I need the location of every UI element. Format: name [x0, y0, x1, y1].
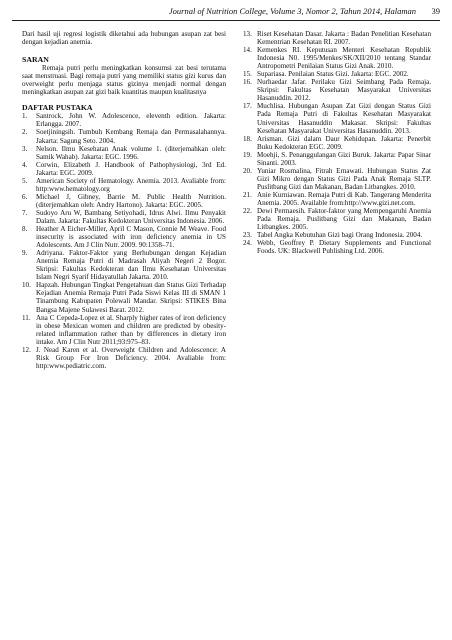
- reference-text: Ana C Cepeda-Lopez et al. Sharply higher rates of iron deficiency in obese Mexican women and children are predicted by obesity-related inflammation rather than by differences in dietary iron intake. Am J Clin Nutr 2011;93:975–83.: [36, 313, 226, 346]
- reference-number: 7.: [22, 208, 28, 217]
- reference-text: Tabel Angka Kebutuhan Gizi bagi Orang Indonesia. 2004.: [257, 231, 423, 240]
- reference-text: Kemenkes RI. Keputusan Menteri Kesehatan Republik Indonesia N0. 1995/Menkes/SK/XII/2010 tentang Standar Antropometri Penilaian Status Gizi Anak. 2010.: [257, 46, 431, 71]
- reference-number: 2.: [22, 128, 28, 137]
- reference-item: [243, 151, 431, 167]
- reference-number: 11.: [22, 313, 31, 322]
- reference-text: Heather A Eicher-Miller, April C Mason, Connie M Weave. Food insecurity is associated with iron deficiency anemia in US Adolescents. Am J Clin Nutr. 2009. 90:1358–71.: [36, 225, 226, 250]
- reference-item: [243, 135, 431, 151]
- reference-item: [22, 346, 226, 370]
- intro-paragraph: Dari hasil uji regresi logistik diketahui ada hubungan asupan zat besi dengan kejadian anemia.: [22, 30, 226, 47]
- reference-number: 17.: [243, 102, 252, 111]
- reference-item: [22, 281, 226, 313]
- reference-item: [243, 78, 431, 102]
- reference-number: 18.: [243, 134, 252, 143]
- reference-item: [22, 314, 226, 346]
- reference-number: 9.: [22, 249, 28, 258]
- reference-number: 24.: [243, 239, 252, 248]
- reference-text: American Society of Hematology. Anemia. 2013. Avaliable from: http:www.hematology.org: [36, 176, 226, 193]
- reference-number: 15.: [243, 70, 252, 79]
- reference-item: [243, 102, 431, 134]
- running-header: [12, 4, 440, 21]
- reference-number: 8.: [22, 225, 28, 234]
- reference-text: Muchlisa. Hubungan Asupan Zat Gizi dengan Status Gizi Pada Remaja Putri di Fakultas Kesehatan Masyarakat Universitas Hasanuddin Makasar. Skripsi: Fakultas Kesehatan Masyarakat Universitas Hasanuddin. 2013.: [257, 102, 431, 135]
- saran-paragraph: Remaja putri perlu meningkatkan konsumsi zat besi terutama saat menstruasi. Bagi remaja putri yang memiliki status gizi kurus dan overweight perlu menjaga status gizinya menjadi normal dengan meningkatkan asupan zat gizi baik kuantitas maupun kualitasnya: [22, 64, 226, 97]
- reference-number: 12.: [22, 345, 31, 354]
- reference-number: 19.: [243, 150, 252, 159]
- reference-text: Soetjiningsih. Tumbuh Kembang Remaja dan Permasalahannya. Jakarta: Sagung Seto. 2004.: [36, 128, 226, 145]
- reference-number: 1.: [22, 112, 28, 121]
- reference-text: Arisman. Gizi dalam Daur Kehidupan. Jakarta: Penerbit Buku Kedokteran EGC. 2009.: [257, 134, 431, 151]
- reference-number: 13.: [243, 30, 252, 38]
- reference-number: 3.: [22, 144, 28, 153]
- reference-item: [243, 70, 431, 78]
- reference-item: [22, 209, 226, 225]
- reference-text: J. Nead Karen et al. Overweight Children and Adolescence: A Risk Group For Iron Deficiency. 2004. Avaliable from: http:www.pediatric.com.: [36, 345, 226, 370]
- reference-text: Supariasa. Penilaian Status Gizi. Jakarta: EGC. 2002.: [257, 70, 409, 79]
- reference-number: 6.: [22, 192, 28, 201]
- reference-item: [22, 177, 226, 193]
- reference-text: Hapzah. Hubungan Tingkat Pengetahuan dan Status Gizi Terhadap Kejadian Anemia Remaja Putri Pada Siswi Kelas III di SMAN 1 Tinambung Kabupaten Polewali Mandar. Skripsi: STIKES Bina Bangsa Majene Sulawesi Barat. 2012.: [36, 281, 226, 314]
- reference-number: 20.: [243, 166, 252, 175]
- reference-list-left: [22, 112, 226, 370]
- reference-text: Adriyana. Faktor-Faktor yang Berhubungan dengan Kejadian Anemia Remaja Putri di Madrasah Aliyah Negeri 2 Bogor. Skripsi: Fakultas Kedokteran dan Ilmu Kesehatan Universitas Islam Negri Syarif Hidayatullah Jakarta. 2010.: [36, 249, 226, 282]
- reference-item: [243, 167, 431, 191]
- reference-item: [243, 239, 431, 255]
- reference-text: Nelson. Ilmu Kesehatan Anak volume 1. (diterjemahkan oleh: Samik Wahab). Jakarta: EGC. 1996.: [36, 144, 226, 161]
- page-number: 39: [431, 6, 440, 16]
- reference-item: [22, 145, 226, 161]
- reference-text: Santrock, John W. Adolescence, eleventh edition. Jakarta: Erlangga. 2007.: [36, 112, 226, 129]
- journal-title: Journal of Nutrition College, Volume 3, Nomor 2, Tahun 2014, Halaman: [168, 6, 416, 16]
- reference-item: [22, 249, 226, 281]
- reference-item: [22, 161, 226, 177]
- reference-number: 21.: [243, 190, 252, 199]
- left-column: [22, 30, 226, 370]
- reference-text: Nurhaedar Jafar. Perilaku Gizi Seimbang Pada Remaja. Skripsi: Fakultas Kesehatan Masyarakat Universitas Hasanuddin. 2012.: [257, 78, 431, 103]
- reference-number: 5.: [22, 176, 28, 185]
- reference-number: 23.: [243, 231, 252, 240]
- reference-text: Sudoyo Aru W, Bambang Setiyohadi, Idrus Alwi. Ilmu Penyakit Dalam. Jakarta: Fakultas Kedokteran Universitas Indonesia. 2006.: [36, 208, 226, 225]
- reference-item: [243, 207, 431, 231]
- reference-text: Michael J, Gibney, Barrie M. Public Health Nutrition. (diterjemahkan oleh: Andry Hartono). Jakarta: EGC. 2005.: [36, 192, 226, 209]
- reference-text: Moehji, S. Penanggulangan Gizi Buruk. Jakarta: Papar Sinar Sinanti. 2003.: [257, 150, 431, 167]
- reference-text: Yuniar Rosmalina, Fitrah Ernawati. Hubungan Status Zat Gizi Mikro dengan Status Gizi Pada Anak Remaja SLTP. Puslitbang Gizi dan Makanan, Badan Litbangkes. 2010.: [257, 166, 431, 191]
- reference-text: Anie Kurniawan. Remaja Putri di Kab. Tangerang Menderita Anemia. 2005. Available from:http://www.gizi.net.com.: [257, 190, 431, 207]
- reference-item: [243, 231, 431, 239]
- reference-number: 10.: [22, 281, 31, 290]
- saran-heading: SARAN: [22, 55, 49, 65]
- reference-item: [22, 225, 226, 249]
- reference-item: [243, 191, 431, 207]
- reference-text: Corwin, Elizabeth J. Handbook of Pathophysiologi, 3rd Ed. Jakarta: EGC. 2009.: [36, 160, 226, 177]
- reference-number: 16.: [243, 78, 252, 87]
- reference-item: [22, 128, 226, 144]
- reference-text: Dewi Permaesih. Faktor-faktor yang Mempengaruhi Anemia Pada Remaja. Puslitbang Gizi dan Makanan, Badan Litbangkes. 2005.: [257, 207, 431, 232]
- reference-item: [243, 30, 431, 46]
- reference-number: 14.: [243, 46, 252, 55]
- references-heading: DAFTAR PUSTAKA: [22, 103, 93, 113]
- reference-item: [243, 46, 431, 70]
- reference-text: Webb, Geoffrey P. Dietary Supplements and Functional Foods. UK: Blackwell Publishing Ltd. 2006.: [257, 239, 431, 256]
- reference-item: [22, 112, 226, 128]
- reference-item: [22, 193, 226, 209]
- reference-number: 4.: [22, 160, 28, 169]
- reference-number: 22.: [243, 207, 252, 216]
- reference-text: Riset Kesehatan Dasar. Jakarta : Badan Penelitian Kesehatan Kementrian Kesehatan RI. 2007.: [257, 30, 431, 47]
- reference-list-right: [243, 30, 431, 255]
- right-column: [243, 30, 431, 255]
